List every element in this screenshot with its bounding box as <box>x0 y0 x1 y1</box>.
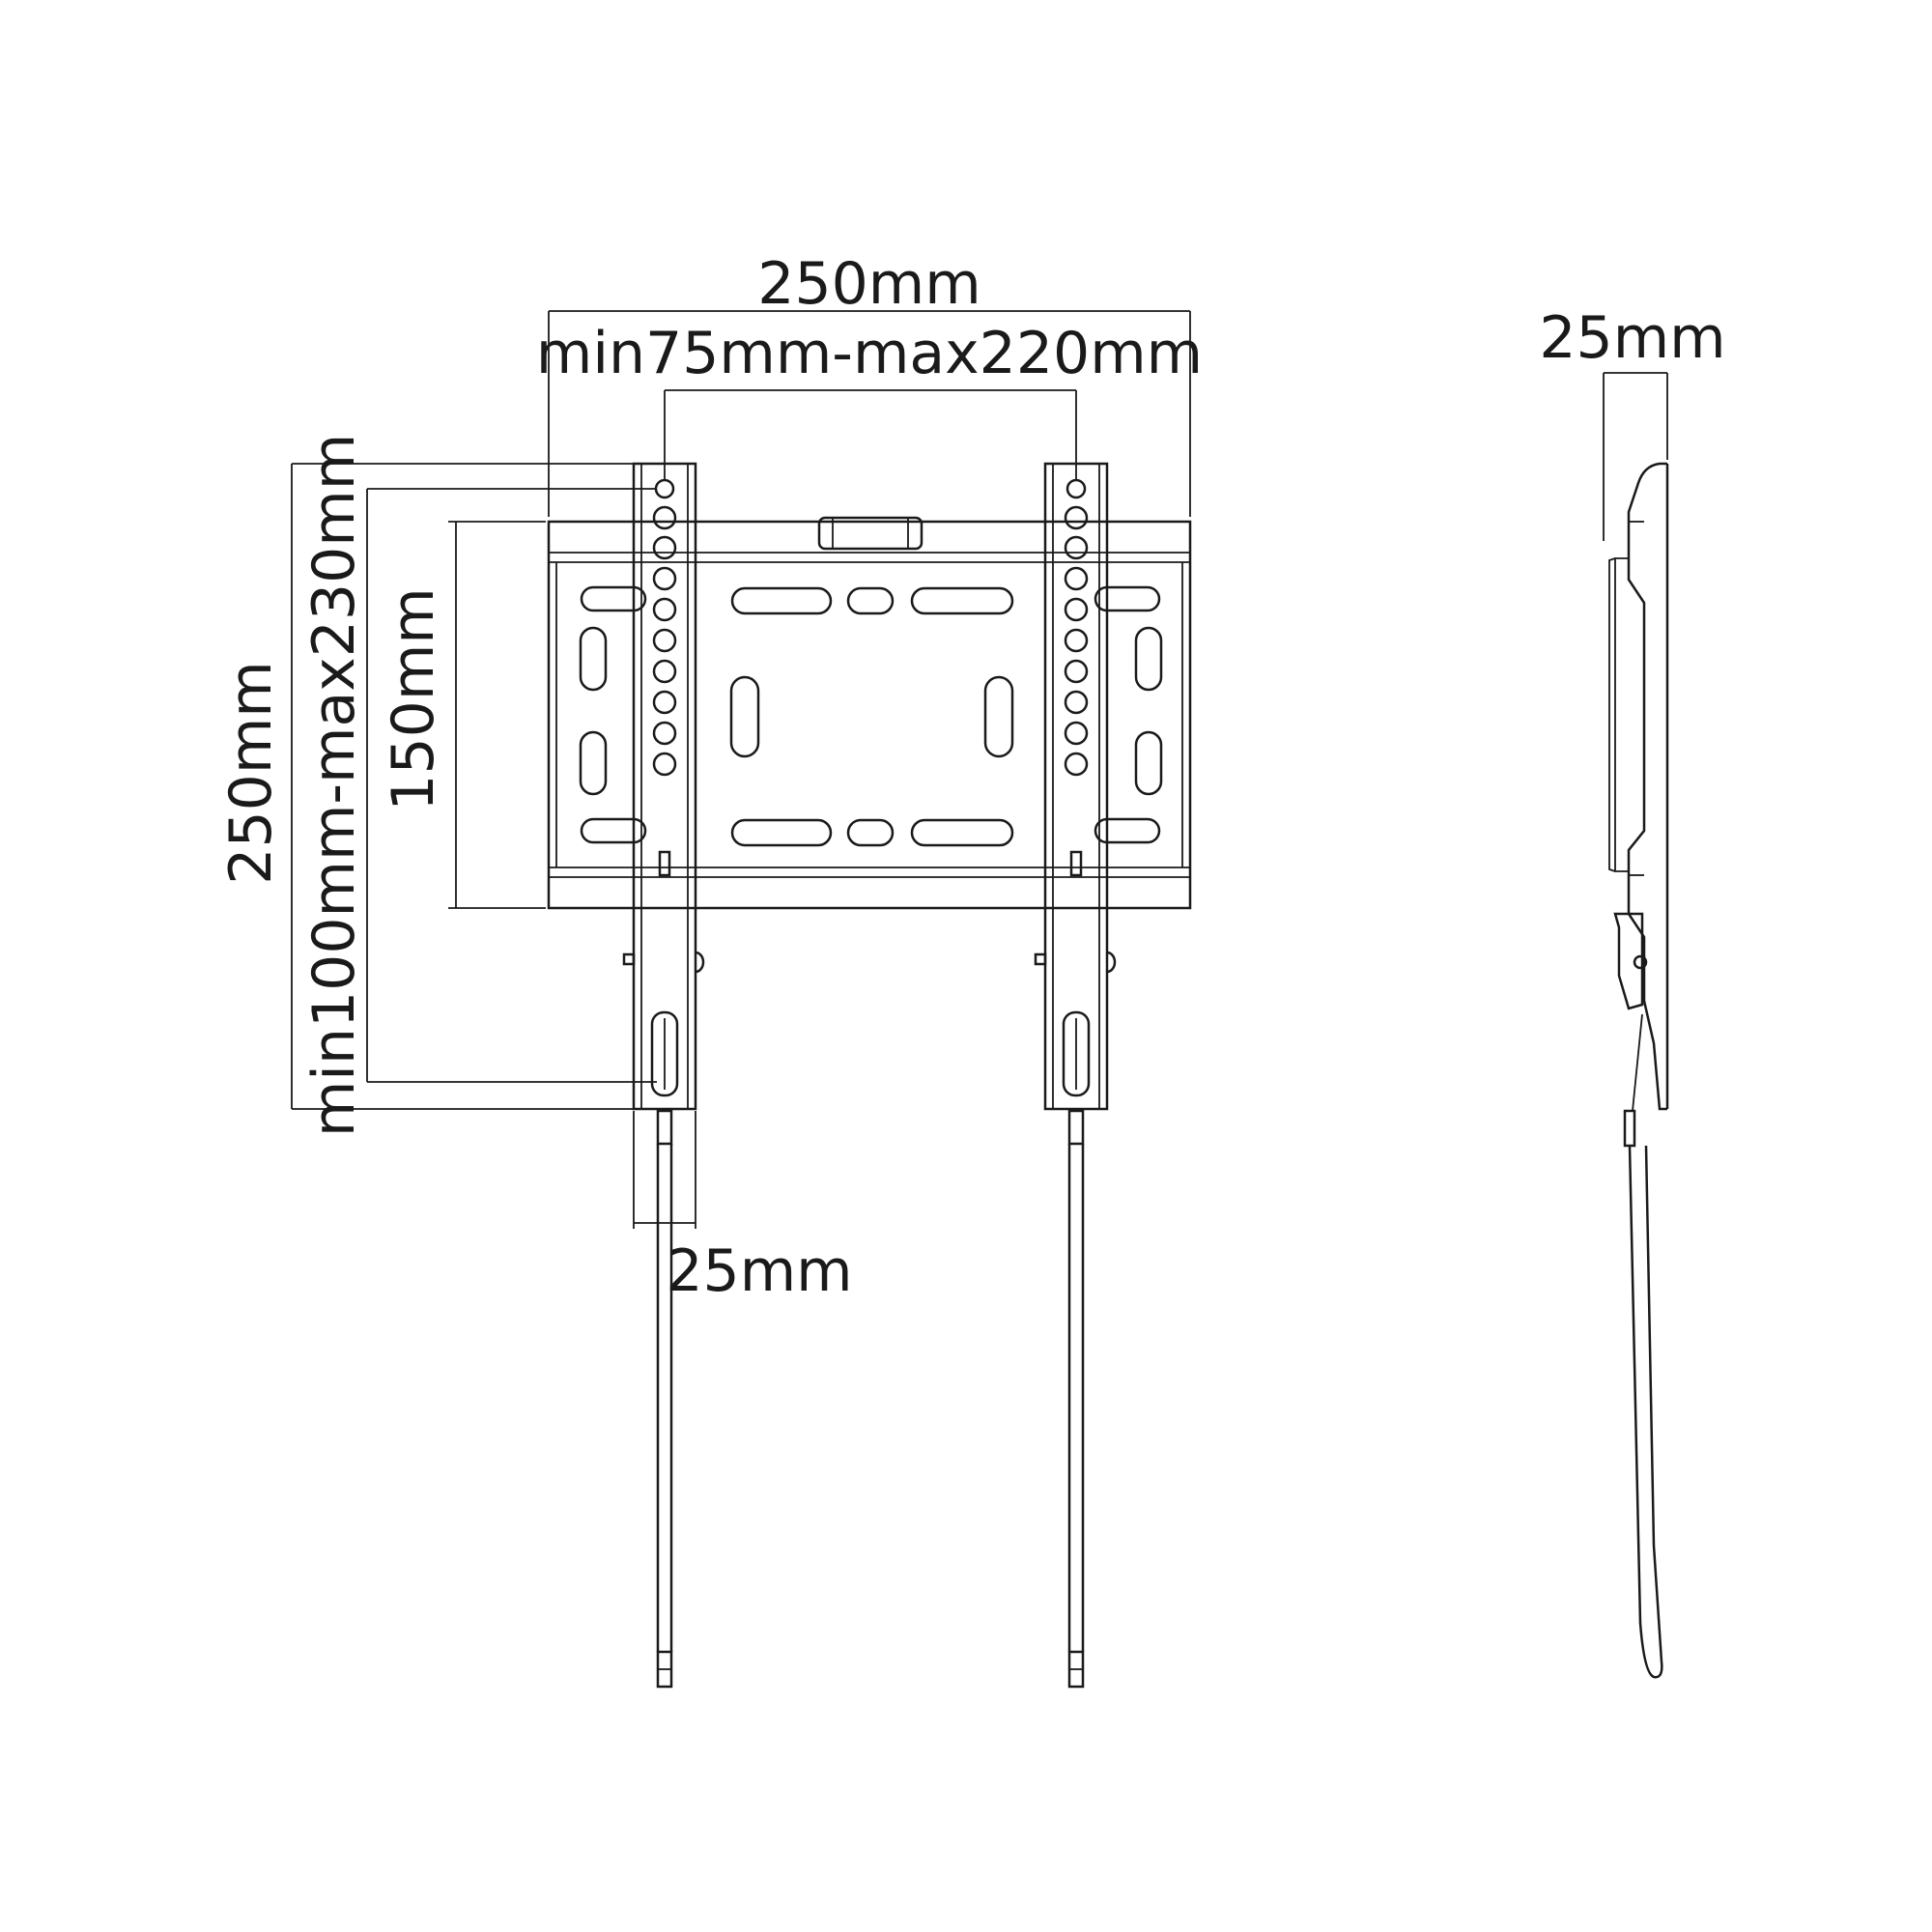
wall-plate-slots <box>581 587 1161 845</box>
vesa-horizontal-label: min75mm-max220mm <box>535 320 1204 387</box>
side-profile <box>1609 464 1667 1677</box>
arm-width-label: 25mm <box>666 1237 853 1305</box>
dim-profile-depth <box>1539 304 1725 541</box>
dim-arm-width <box>634 1111 853 1305</box>
front-view <box>217 250 1203 1687</box>
left-mounting-arm <box>624 464 703 1687</box>
dim-plate-height <box>380 522 546 908</box>
side-view <box>1539 304 1725 1677</box>
overall-width-label: 250mm <box>757 250 981 318</box>
wall-plate <box>549 518 1190 908</box>
profile-depth-label: 25mm <box>1539 304 1726 372</box>
plate-height-label: 150mm <box>380 587 447 811</box>
right-mounting-arm <box>1036 464 1115 1687</box>
vesa-vertical-label: min100mm-max230mm <box>300 433 368 1138</box>
overall-height-label: 250mm <box>217 661 285 885</box>
dim-vesa-horizontal <box>536 320 1203 479</box>
left-arm-holes <box>654 480 675 775</box>
right-arm-holes <box>1065 480 1087 775</box>
